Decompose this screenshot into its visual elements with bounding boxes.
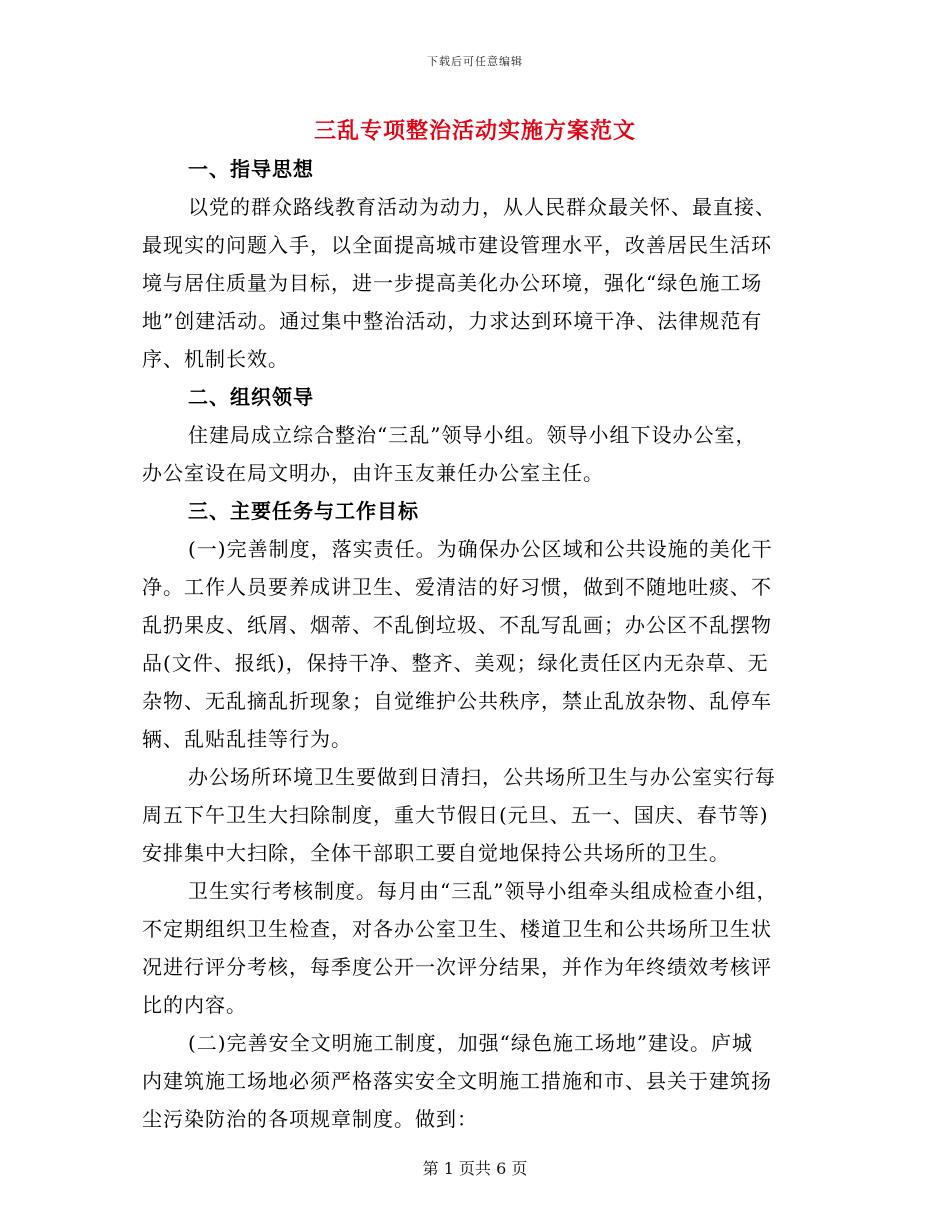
page-header-note: 下载后可任意编辑	[427, 55, 523, 68]
body-text-line: 序、机制长效。	[142, 347, 289, 371]
body-text-line: 尘污染防治的各项规章制度。做到：	[142, 1107, 478, 1131]
document-body	[142, 150, 802, 1138]
body-text-line: 不定期组织卫生检查，对各办公室卫生、楼道卫生和公共场所卫生状	[142, 917, 772, 941]
body-text-line: 比的内容。	[142, 993, 247, 1017]
page-footer: 第 1 页共 6 页	[422, 1159, 528, 1178]
section-heading: 二、组织领导	[188, 385, 314, 409]
body-text-line: 安排集中大扫除，全体干部职工要自觉地保持公共场所的卫生。	[142, 841, 730, 865]
body-text-line: 办公场所环境卫生要做到日清扫，公共场所卫生与办公室实行每	[188, 765, 776, 789]
document-title: 三乱专项整治活动实施方案范文	[313, 118, 636, 144]
section-heading: 一、指导思想	[188, 157, 314, 181]
body-text-line: (一)完善制度，落实责任。为确保办公区域和公共设施的美化干	[188, 537, 773, 561]
body-text-line: 地”创建活动。通过集中整治活动，力求达到环境干净、法律规范有	[142, 309, 763, 333]
body-text-line: 杂物、无乱摘乱折现象；自觉维护公共秩序，禁止乱放杂物、乱停车	[142, 689, 772, 713]
body-text-line: 境与居住质量为目标，进一步提高美化办公环境，强化“绿色施工场	[142, 271, 763, 295]
section-heading: 三、主要任务与工作目标	[188, 499, 419, 523]
body-text-line: 品(文件、报纸)，保持干净、整齐、美观；绿化责任区内无杂草、无	[142, 651, 769, 675]
body-text-line: 内建筑施工场地必须严格落实安全文明施工措施和市、县关于建筑扬	[142, 1069, 772, 1093]
body-text-line: 况进行评分考核，每季度公开一次评分结果，并作为年终绩效考核评	[142, 955, 772, 979]
body-text-line: 办公室设在局文明办，由许玉友兼任办公室主任。	[142, 461, 604, 485]
body-text-line: 最现实的问题入手，以全面提高城市建设管理水平，改善居民生活环	[142, 233, 772, 257]
body-text-line: 乱扔果皮、纸屑、烟蒂、不乱倒垃圾、不乱写乱画；办公区不乱摆物	[142, 613, 772, 637]
body-text-line: 以党的群众路线教育活动为动力，从人民群众最关怀、最直接、	[188, 195, 776, 219]
body-text-line: 净。工作人员要养成讲卫生、爱清洁的好习惯，做到不随地吐痰、不	[142, 575, 772, 599]
body-text-line: 辆、乱贴乱挂等行为。	[142, 727, 352, 751]
body-text-line: 住建局成立综合整治“三乱”领导小组。领导小组下设办公室，	[188, 423, 757, 447]
body-text-line: (二)完善安全文明施工制度，加强“绿色施工场地”建设。庐城	[188, 1031, 754, 1055]
body-text-line: 卫生实行考核制度。每月由“三乱”领导小组牵头组成检查小组，	[188, 879, 778, 903]
body-text-line: 周五下午卫生大扫除制度，重大节假日(元旦、五一、国庆、春节等)	[142, 803, 769, 827]
